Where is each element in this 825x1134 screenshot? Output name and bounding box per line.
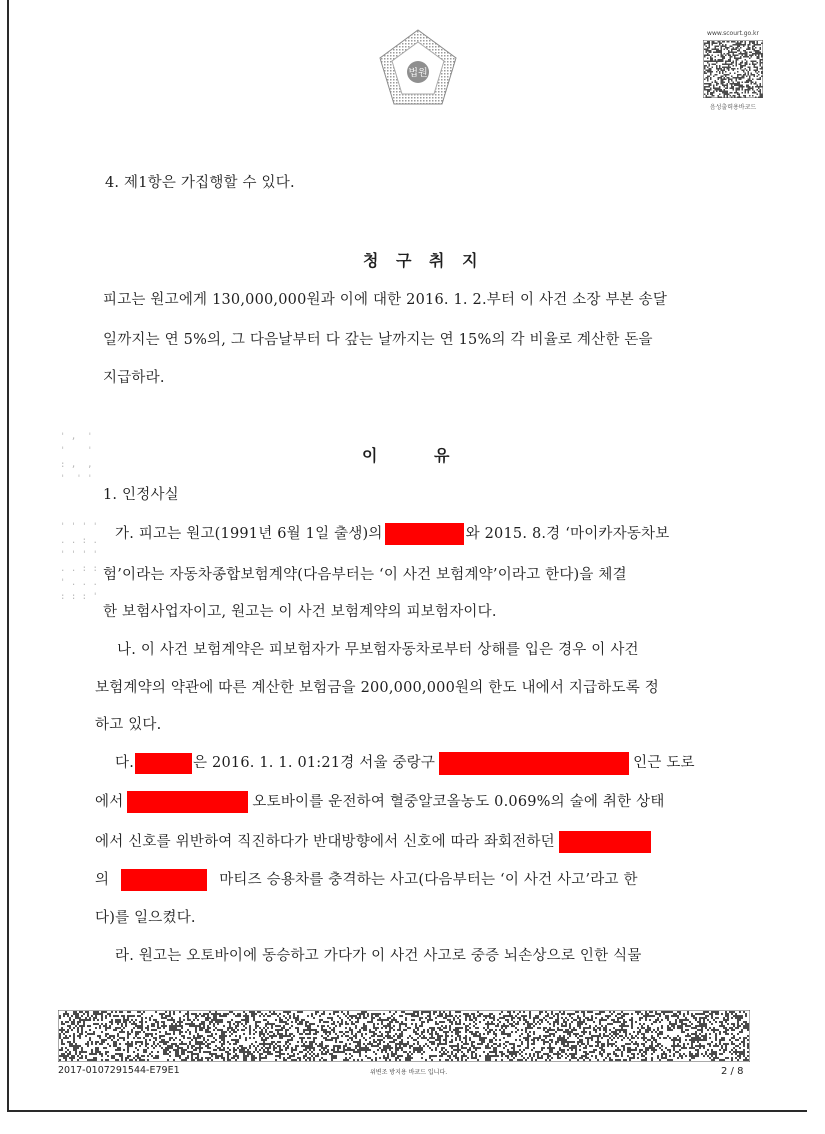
da-line-1-text-a: 다.	[115, 755, 135, 771]
da-line-1-text-c: 인근 도로	[633, 755, 695, 771]
ga-line-1-text-b: 와 2015. 8.경 ‘마이카자동차보	[465, 526, 670, 542]
section-1-heading: 1. 인정사실	[103, 487, 179, 503]
claim-title: 청 구 취 지	[363, 251, 484, 270]
claim-line-3: 지급하라.	[103, 370, 165, 386]
da-line-3-text: 에서 신호를 위반하여 직진하다가 반대방향에서 신호에 따라 좌회전하던	[95, 834, 555, 850]
da-line-4-text-b: 마티즈 승용차를 충격하는 사고(다음부터는 ‘이 사건 사고’라고 한	[219, 872, 638, 888]
clause-4: 4. 제1항은 가집행할 수 있다.	[105, 175, 295, 191]
page-left-border	[7, 0, 9, 1112]
da-line-4	[95, 868, 638, 891]
ga-line-2: 험’이라는 자동차종합보험계약(다음부터는 ‘이 사건 보험계약’이라고 한다)을 체결	[103, 567, 627, 583]
ra-line-1: 라. 원고는 오토바이에 동승하고 가다가 이 사건 사고로 중증 뇌손상으로 인한 식물	[115, 948, 642, 964]
page-number: 2 / 8	[721, 1066, 744, 1077]
redaction	[385, 523, 464, 545]
na-line-1: 나. 이 사건 보험계약은 피보험자가 무보험자동차로부터 상해를 입은 경우 이 사건	[117, 642, 639, 658]
na-line-3: 하고 있다.	[95, 717, 162, 733]
qr-caption: 음성출력용바코드	[709, 104, 757, 111]
da-line-3	[95, 830, 651, 853]
emblem-text: 법원	[408, 68, 428, 79]
da-line-2-text-a: 에서	[95, 794, 124, 810]
redaction	[121, 869, 207, 891]
barcode-note: 위변조 방지용 바코드 입니다.	[370, 1069, 448, 1076]
reason-title-left: 이	[362, 446, 378, 465]
na-line-2: 보험계약의 약관에 따른 계산한 보험금을 200,000,000원의 한도 내에서 지급하도록 정	[95, 680, 659, 696]
da-line-2	[95, 790, 665, 813]
redaction	[439, 752, 629, 775]
margin-dots: ' , ' ' ' : , , ' ' '	[60, 432, 93, 484]
margin-dots: ' ' ' ' . . : . ' ' ' ' . . : : ' . . . : : : '	[60, 522, 98, 602]
da-line-5: 다)를 일으켰다.	[95, 910, 196, 926]
document-id: 2017-0107291544-E79E1	[58, 1065, 180, 1076]
qr-url: www.scourt.go.kr	[707, 30, 759, 37]
redaction	[135, 753, 192, 774]
qr-code	[703, 40, 763, 98]
ga-line-1	[115, 522, 669, 545]
da-line-4-text-a: 의	[95, 872, 110, 888]
redaction	[559, 831, 651, 853]
court-emblem-logo	[378, 28, 458, 106]
da-line-1	[115, 751, 695, 775]
ga-line-3: 한 보험사업자이고, 원고는 이 사건 보험계약의 피보험자이다.	[103, 604, 497, 620]
claim-line-2: 일까지는 연 5%의, 그 다음날부터 다 갚는 날까지는 연 15%의 각 비율로 계산한 돈을	[103, 332, 653, 348]
anti-forgery-barcode	[58, 1010, 750, 1062]
da-line-1-text-b: 은 2016. 1. 1. 01:21경 서울 중랑구	[193, 755, 436, 771]
redaction	[127, 791, 248, 813]
claim-line-1: 피고는 원고에게 130,000,000원과 이에 대한 2016. 1. 2.부터 이 사건 소장 부본 송달	[103, 292, 668, 308]
ga-line-1-text-a: 가. 피고는 원고(1991년 6월 1일 출생)의	[115, 526, 383, 542]
reason-title-right: 유	[434, 446, 450, 465]
page-bottom-border	[7, 1110, 807, 1112]
da-line-2-text-b: 오토바이를 운전하여 혈중알코올농도 0.069%의 술에 취한 상태	[252, 794, 665, 810]
